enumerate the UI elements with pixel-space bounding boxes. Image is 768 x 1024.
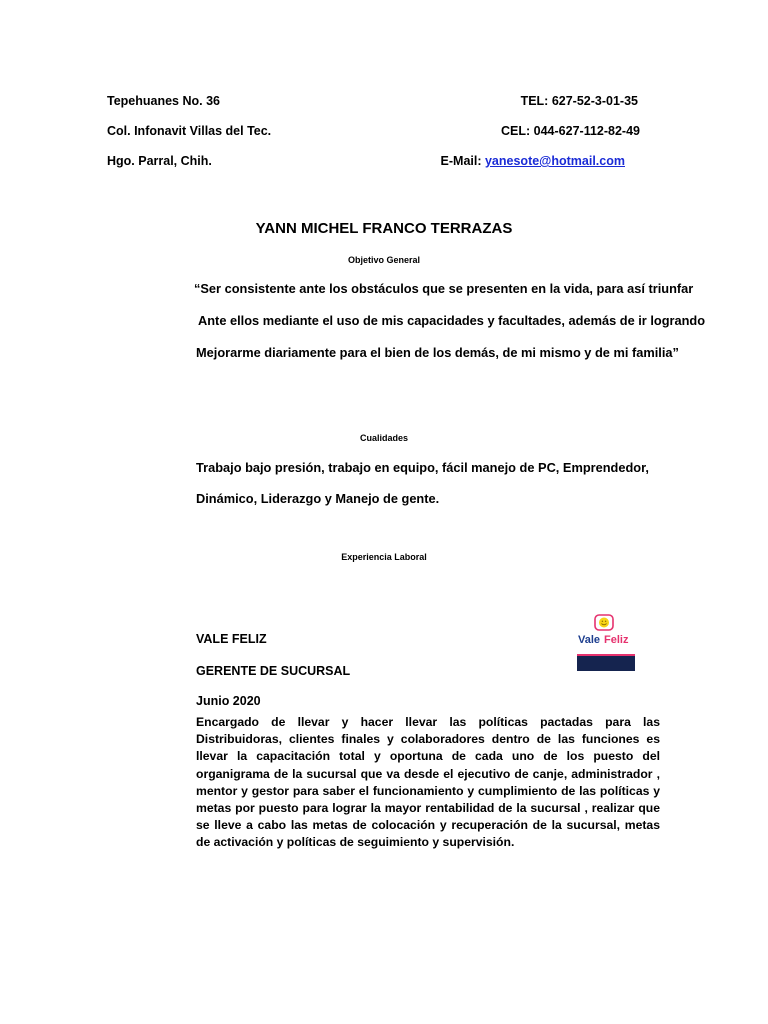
svg-text:Feliz: Feliz	[604, 634, 629, 646]
qualities-line-1: Trabajo bajo presión, trabajo en equipo, fácil manejo de PC, Emprendedor,	[196, 460, 649, 475]
qualities-heading: Cualidades	[359, 433, 408, 443]
qualities-line-2: Dinámico, Liderazgo y Manejo de gente.	[196, 491, 440, 506]
email-link[interactable]: yanesote@hotmail.com	[484, 154, 625, 168]
address-line-1: Tepehuanes No. 36	[107, 94, 220, 108]
email-label: E-Mail:	[440, 154, 485, 168]
job-position: GERENTE DE SUCURSAL	[196, 664, 351, 678]
objective-line-3: Mejorarme diariamente para el bien de los demás, de mi mismo y de mi familia”	[196, 345, 679, 360]
objective-line-2: Ante ellos mediante el uso de mis capacidades y facultades, además de ir logrando	[198, 313, 706, 328]
company-name: VALE FELIZ	[196, 632, 267, 646]
address-line-3: Hgo. Parral, Chih.	[107, 154, 212, 168]
email-line	[441, 154, 625, 168]
address-line-2: Col. Infonavit Villas del Tec.	[107, 124, 272, 138]
candidate-name: YANN MICHEL FRANCO TERRAZAS	[255, 220, 513, 237]
job-date: Junio 2020	[196, 694, 261, 708]
vale-feliz-logo	[576, 614, 636, 672]
objective-line-1: “Ser consistente ante los obstáculos que se presenten en la vida, para así triunfar	[194, 281, 694, 296]
objective-heading: Objetivo General	[347, 255, 421, 265]
job-description: Encargado de llevar y hacer llevar las políticas pactadas para las Distribuidoras, clientes finales y colaboradores dentro de las funciones es llevar la capacitación total y oportuna de cada uno de los puesto del organigrama de la sucursal que va desde el ejecutivo de canje, administrador , mentor y gestor para saber el funcionamiento y cumplimiento de las políticas y metas por puesto para lograr la mayor rentabilidad de la sucursal , realizar que se lleve a cabo las metas de colocación y recuperación de la sucursal, metas de activación y políticas de seguimiento y supervisión.	[196, 715, 660, 850]
experience-heading: Experiencia Laboral	[341, 552, 427, 562]
phone-tel: TEL: 627-52-3-01-35	[520, 94, 638, 108]
phone-cel: CEL: 044-627-112-82-49	[501, 124, 640, 138]
svg-text:Vale: Vale	[578, 634, 601, 646]
